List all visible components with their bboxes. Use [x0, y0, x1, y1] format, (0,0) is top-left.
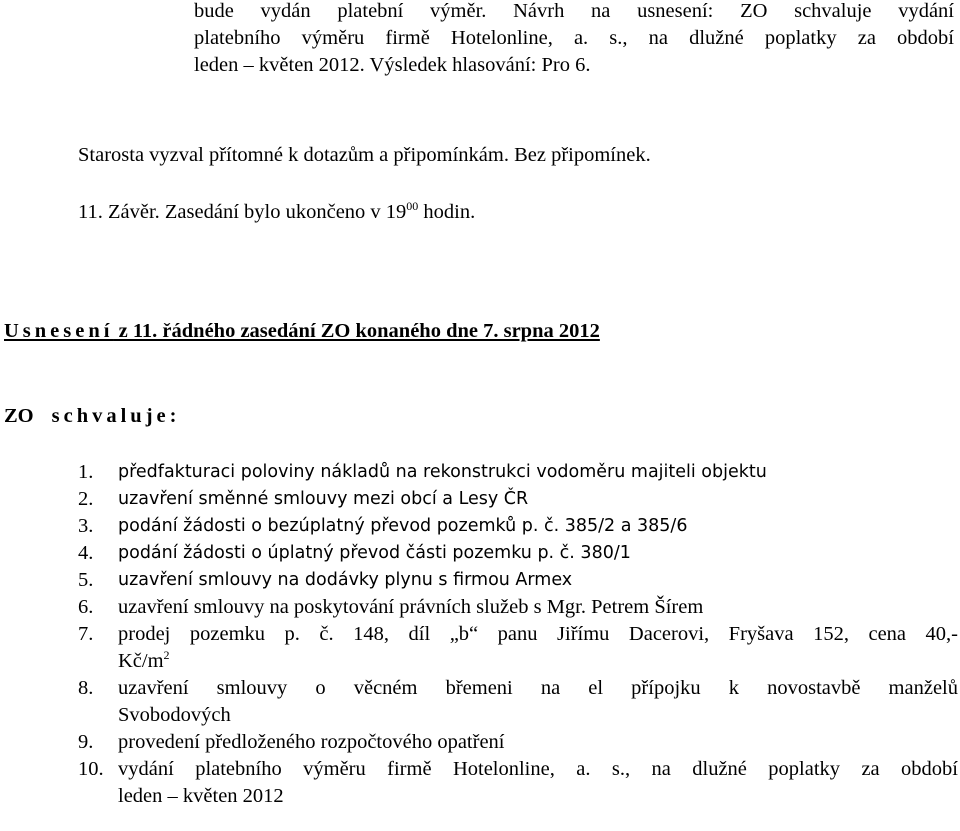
list-item — [78, 756, 958, 810]
item-number: 9. — [78, 731, 94, 753]
item-text — [118, 621, 958, 675]
list-item — [78, 594, 958, 621]
zo-approves-heading — [4, 403, 180, 430]
item-line-2: leden – květen 2012 — [118, 785, 284, 807]
heading-rest: z 11. řádného zasedání ZO konaného dne 7. srpna 2012 — [113, 320, 600, 342]
intro-line: bude vydán platební výměr. Návrh na usnesení: ZO schvaluje vydání — [194, 0, 954, 22]
item-text: podání žádosti o úplatný převod části pozemku p. č. 380/1 — [118, 543, 631, 563]
item-text — [118, 756, 958, 810]
heading-spaced: Usnesení — [4, 320, 114, 342]
closing-superscript: 00 — [406, 199, 419, 214]
closing-paragraph — [78, 199, 475, 226]
list-item — [78, 540, 958, 567]
list-item — [78, 459, 958, 486]
item-number: 2. — [78, 488, 94, 510]
item-text: uzavření směnné smlouvy mezi obcí a Lesy ČR — [118, 489, 529, 509]
zo-label: ZO — [4, 405, 34, 427]
item-text: provedení předloženého rozpočtového opatření — [118, 731, 505, 753]
item-number: 10. — [78, 758, 104, 780]
intro-line: platebního výměru firmě Hotelonline, a. s., na dlužné poplatky za období — [194, 27, 954, 49]
list-item — [78, 513, 958, 540]
item-text: uzavření smlouvy na poskytování právních služeb s Mgr. Petrem Šírem — [118, 596, 704, 618]
item-text: uzavření smlouvy na dodávky plynu s firmou Armex — [118, 570, 573, 590]
resolution-list — [78, 459, 958, 810]
item-line-2: Svobodových — [118, 704, 231, 726]
item-number: 3. — [78, 515, 94, 537]
intro-paragraph — [194, 0, 954, 79]
item-text — [118, 675, 958, 729]
item-superscript: 2 — [163, 648, 170, 663]
resolution-heading — [4, 318, 600, 345]
item-number: 5. — [78, 569, 94, 591]
item-text: předfakturaci poloviny nákladů na rekonstrukci vodoměru majiteli objektu — [118, 462, 767, 482]
item-text: podání žádosti o bezúplatný převod pozemků p. č. 385/2 a 385/6 — [118, 516, 688, 536]
closing-tail: hodin. — [418, 201, 476, 223]
item-line: vydání platebního výměru firmě Hotelonline, a. s., na dlužné poplatky za období — [118, 758, 958, 780]
approves-label: schvaluje: — [51, 405, 181, 427]
starosta-paragraph: Starosta vyzval přítomné k dotazům a připomínkám. Bez připomínek. — [78, 144, 651, 166]
item-unit: Kč/m — [118, 650, 164, 672]
list-item — [78, 486, 958, 513]
list-item — [78, 567, 958, 594]
list-item — [78, 621, 958, 675]
list-item — [78, 729, 958, 756]
item-line-2 — [118, 648, 958, 675]
item-line: prodej pozemku p. č. 148, díl „b“ panu Jiřímu Dacerovi, Fryšava 152, cena 40,- — [118, 623, 958, 645]
closing-text: 11. Závěr. Zasedání bylo ukončeno v 19 — [78, 201, 407, 223]
intro-line: leden – květen 2012. Výsledek hlasování: Pro 6. — [194, 54, 591, 76]
item-number: 8. — [78, 677, 94, 699]
item-line: uzavření smlouvy o věcném břemeni na el přípojku k novostavbě manželů — [118, 677, 958, 699]
item-number: 7. — [78, 623, 94, 645]
list-item — [78, 675, 958, 729]
item-number: 1. — [78, 461, 94, 483]
item-number: 4. — [78, 542, 94, 564]
item-number: 6. — [78, 596, 94, 618]
